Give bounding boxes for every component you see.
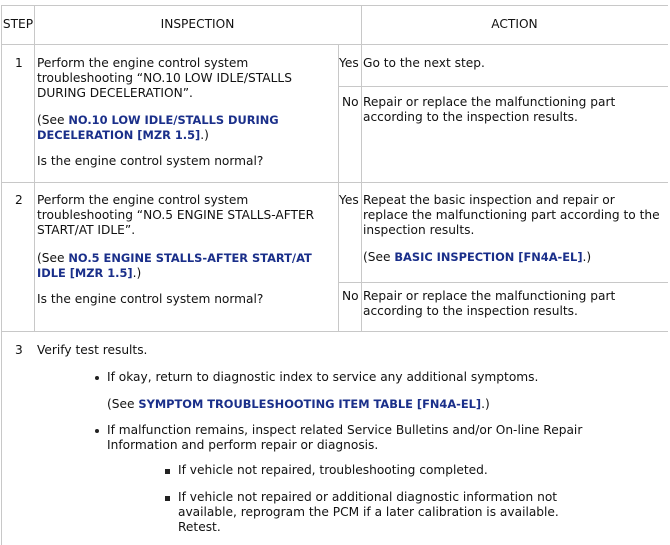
row3-sub2-line2: available, reprogram the PCM if a later calibration is available. [178, 505, 559, 519]
no5-engine-stalls-link-cont[interactable]: IDLE [MZR 1.5] [37, 266, 133, 280]
row3-sub2-line3: Retest. [178, 520, 221, 534]
no10-low-idle-link-cont[interactable]: DECELERATION [MZR 1.5] [37, 128, 201, 142]
see-close: .) [481, 397, 490, 411]
row2-yes-see-reference [363, 250, 591, 265]
header-action: ACTION [491, 17, 538, 31]
row1-no-action-line2: according to the inspection results. [363, 110, 578, 124]
row1-yes-action: Go to the next step. [363, 56, 485, 70]
header-inspection: INSPECTION [160, 17, 235, 31]
row1-inspection-line2: troubleshooting “NO.10 LOW IDLE/STALLS [37, 71, 292, 85]
see-open: (See [37, 113, 69, 127]
row3-bullet2-line2: Information and perform repair or diagnosis. [107, 438, 379, 452]
row1-see-reference [37, 113, 279, 128]
row2-bottom-rule [1, 331, 668, 332]
bullet-1 [95, 376, 99, 380]
no5-engine-stalls-link[interactable]: NO.5 ENGINE STALLS-AFTER START/AT [68, 251, 312, 265]
row1-no-action-line1: Repair or replace the malfunctioning part [363, 95, 616, 109]
see-close: .) [200, 128, 209, 142]
sub-bullet-1 [165, 469, 170, 474]
row2-see-reference [37, 251, 312, 266]
row2-no-label: No [342, 289, 359, 303]
header-step: STEP [2, 17, 34, 31]
basic-inspection-link[interactable]: BASIC INSPECTION [FN4A-EL] [394, 250, 583, 264]
row2-inspection-line3: START/AT IDLE”. [37, 223, 136, 237]
row3-bullet1-see [107, 397, 490, 412]
step-number-3: 3 [15, 343, 23, 357]
symptom-troubleshooting-link[interactable]: SYMPTOM TROUBLESHOOTING ITEM TABLE [FN4A-EL] [138, 397, 482, 411]
sub-bullet-2 [165, 496, 170, 501]
row2-yes-action-line3: inspection results. [363, 223, 475, 237]
see-open: (See [37, 251, 69, 265]
row2-inspection-line2: troubleshooting “NO.5 ENGINE STALLS-AFTER [37, 208, 315, 222]
row2-yes-action-line1: Repeat the basic inspection and repair or [363, 193, 615, 207]
see-close: .) [582, 250, 592, 264]
row1-no-label: No [342, 95, 359, 109]
see-open: (See [107, 397, 139, 411]
row2-yesno-divider [339, 282, 668, 283]
see-open: (See [363, 250, 395, 264]
row1-inspection-line3: DURING DECELERATION”. [37, 86, 193, 100]
step-number-2: 2 [15, 193, 23, 207]
header-bottom-rule [1, 44, 668, 45]
row2-yes-action-line2: replace the malfunctioning part according to the [363, 208, 660, 222]
row1-inspection-line1: Perform the engine control system [37, 56, 249, 70]
row2-no-action-line1: Repair or replace the malfunctioning part [363, 289, 616, 303]
row2-no-action-line2: according to the inspection results. [363, 304, 578, 318]
bullet-2 [95, 429, 99, 433]
row3-sub2-line1: If vehicle not repaired or additional diagnostic information not [178, 490, 558, 504]
row1-question: Is the engine control system normal? [37, 154, 264, 168]
row1-see-reference-cont [37, 128, 209, 143]
step-column-rule [34, 5, 35, 332]
row3-bullet1: If okay, return to diagnostic index to service any additional symptoms. [107, 370, 539, 384]
row3-title: Verify test results. [37, 343, 148, 357]
row1-yes-label: Yes [339, 56, 359, 70]
row1-yesno-divider [339, 86, 668, 87]
row2-question: Is the engine control system normal? [37, 292, 264, 306]
row1-bottom-rule [1, 182, 668, 183]
row3-sub1: If vehicle not repaired, troubleshooting completed. [178, 463, 488, 477]
step-number-1: 1 [15, 56, 23, 70]
see-close: .) [132, 266, 142, 280]
row2-yes-label: Yes [339, 193, 359, 207]
row-yesno-rule [361, 44, 362, 332]
row2-inspection-line1: Perform the engine control system [37, 193, 249, 207]
row-inspection-rule [338, 44, 339, 332]
no10-low-idle-link[interactable]: NO.10 LOW IDLE/STALLS DURING [68, 113, 279, 127]
row2-see-reference-cont [37, 266, 141, 281]
row3-bullet2-line1: If malfunction remains, inspect related Service Bulletins and/or On-line Repair [107, 423, 583, 437]
